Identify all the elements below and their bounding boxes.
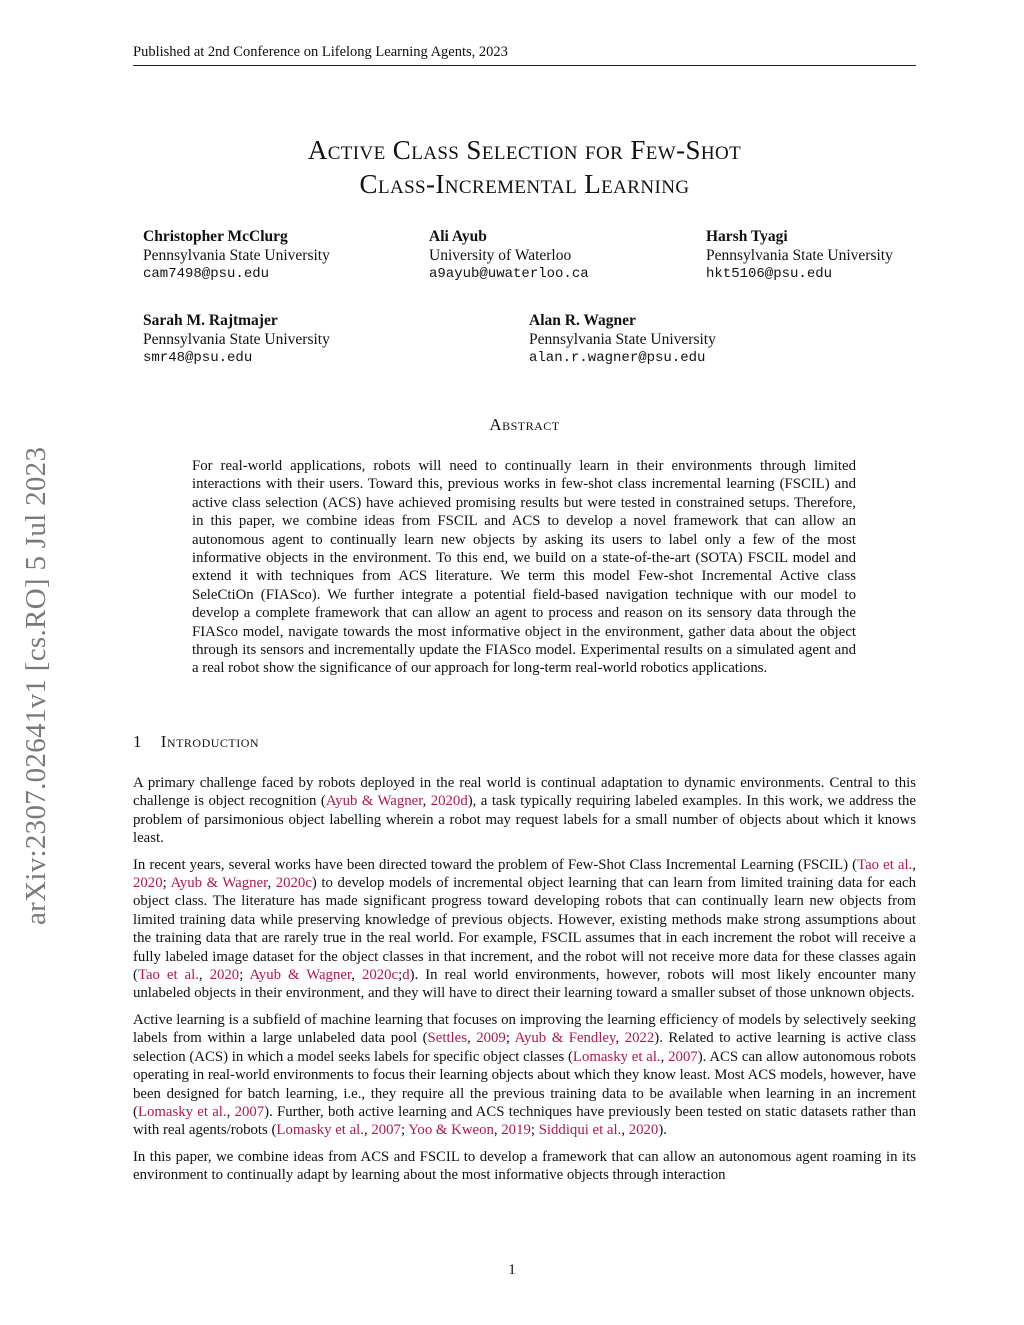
author-block <box>143 312 330 368</box>
paper-title <box>133 133 916 201</box>
citation-link[interactable]: Siddiqui et al. <box>538 1122 622 1139</box>
citation-link[interactable]: Ayub & Wagner <box>170 875 268 892</box>
body-paragraph <box>133 774 916 848</box>
author-email: cam7498@psu.edu <box>143 266 270 282</box>
text-run: ). Related to active learning is active class selection (ACS) in which a model seeks labels for specific object classes ( <box>133 1030 917 1065</box>
abstract-heading: Abstract <box>489 415 560 434</box>
text-run: ; <box>162 875 171 892</box>
text-run: , <box>267 875 276 892</box>
text-run: Active learning is a subfield of machine learning that focuses on improving the learning efficiency of models by selectively seeking labels from within a large unlabeled data pool ( <box>133 1011 916 1047</box>
author-block <box>143 228 330 284</box>
citation-link[interactable]: Tao et al. <box>137 967 199 984</box>
citation-link[interactable]: 2020 <box>133 875 163 892</box>
text-run: , <box>621 1122 629 1139</box>
section-heading <box>133 732 259 752</box>
body-paragraph <box>133 856 916 1003</box>
introduction-body <box>133 774 916 1193</box>
citation-link[interactable]: d <box>402 967 410 984</box>
text-run: ; <box>400 1122 409 1139</box>
citation-link[interactable]: 2020d <box>430 793 468 810</box>
author-name: Christopher McClurg <box>143 228 288 245</box>
section-title: Introduction <box>160 732 260 751</box>
author-email: a9ayub@uwaterloo.ca <box>429 266 589 282</box>
text-run: , <box>493 1122 502 1139</box>
text-run: ; <box>530 1122 539 1139</box>
author-block <box>529 312 716 368</box>
citation-link[interactable]: 2007 <box>371 1122 401 1139</box>
citation-link[interactable]: Lomasky et al. <box>572 1048 661 1065</box>
citation-link[interactable]: Ayub & Wagner <box>249 967 352 984</box>
citation-link[interactable]: 2020 <box>628 1122 659 1139</box>
author-affiliation: Pennsylvania State University <box>529 330 716 348</box>
author-name: Ali Ayub <box>429 228 487 245</box>
text-run: In this paper, we combine ideas from ACS and FSCIL to develop a framework that can allow an autonomous agent roaming in its environment to continually adapt by learning about the most informative objects through interaction <box>133 1148 916 1184</box>
text-run: , <box>363 1122 372 1139</box>
citation-link[interactable]: 2020c <box>275 875 312 892</box>
text-run: , <box>912 856 916 873</box>
text-run: , <box>422 793 431 810</box>
text-run: , <box>198 967 210 984</box>
citation-link[interactable]: Settles <box>427 1030 467 1047</box>
author-affiliation: Pennsylvania State University <box>143 246 330 264</box>
author-email: smr48@psu.edu <box>143 350 253 366</box>
body-paragraph <box>133 1011 916 1140</box>
author-affiliation: University of Waterloo <box>429 246 572 264</box>
author-name: Harsh Tyagi <box>706 228 788 245</box>
citation-link[interactable]: 2020c <box>361 967 399 984</box>
author-affiliation: Pennsylvania State University <box>706 246 893 264</box>
author-block <box>429 228 589 284</box>
citation-link[interactable]: Lomasky et al. <box>137 1103 227 1120</box>
text-run: , <box>226 1103 235 1120</box>
abstract-text: For real-world applications, robots will need to continually learn in their environments through limited interactions with their users. Toward this, previous works in few-shot class incremental learning (FSCIL) and active class selection (ACS) have achieved promising results but were tested in constrained setups. Therefore, in this paper, we combine ideas from FSCIL and ACS to develop a novel framework that can allow an autonomous agent to continually learn new objects by asking its users to label only a few of the most informative objects in the environment. To this end, we build on a state-of-the-art (SOTA) FSCIL model and extend it with techniques from ACS literature. We term this model Few-shot Incremental Active class SeleCtiOn (FIASco). We further integrate a potential field-based navigation technique with our model to develop a complete framework that can allow an agent to process and reason on its sensory data through the FIASco model, navigate towards the most informative object in the environment, gather data about the object through its sensors and incrementally update the FIASco model. Experimental results on a simulated agent and a real robot show the significance of our approach for long-term real-world robotics applications. <box>192 458 856 677</box>
citation-link[interactable]: Ayub & Fendley <box>514 1030 616 1047</box>
citation-link[interactable]: 2009 <box>476 1030 506 1047</box>
citation-link[interactable]: Lomasky et al. <box>276 1122 364 1139</box>
text-run: ; <box>398 967 403 984</box>
author-email: hkt5106@psu.edu <box>706 266 833 282</box>
arxiv-stamp: arXiv:2307.02641v1 [cs.RO] 5 Jul 2023 <box>20 446 52 925</box>
citation-link[interactable]: 2007 <box>234 1103 265 1120</box>
author-name: Sarah M. Rajtmajer <box>143 312 278 329</box>
text-run: ). <box>658 1122 667 1139</box>
title-line-1: Active Class Selection for Few-Shot <box>307 135 742 165</box>
body-paragraph <box>133 1148 916 1185</box>
text-run: ). Further, both active learning and ACS techniques have previously been tested on static datasets rather than with real agents/robots ( <box>133 1103 917 1139</box>
text-run: , <box>615 1030 625 1047</box>
title-line-2: Class-Incremental Learning <box>359 169 690 199</box>
text-run: ; <box>239 967 250 984</box>
text-run: ; <box>505 1030 515 1047</box>
text-run: A primary challenge faced by robots deployed in the real world is continual adaptation to dynamic environments. Central to this challenge is object recognition ( <box>133 775 916 810</box>
author-affiliation: Pennsylvania State University <box>143 330 330 348</box>
text-run: , <box>467 1030 477 1047</box>
text-run: , <box>351 967 362 984</box>
citation-link[interactable]: Tao et al. <box>857 856 913 873</box>
author-email: alan.r.wagner@psu.edu <box>529 350 706 366</box>
citation-link[interactable]: 2020 <box>209 967 240 984</box>
citation-link[interactable]: Ayub & Wagner <box>325 793 423 810</box>
section-number: 1 <box>133 732 142 751</box>
citation-link[interactable]: 2019 <box>501 1122 531 1139</box>
text-run: ). ACS can allow autonomous robots operating in real-world environments to focus their learning objects about which they know least. Most ACS models, however, have been designed for batch learning, i.e., they require all the previous training data to be available when learning in an increment ( <box>133 1048 917 1120</box>
text-run: In recent years, several works have been directed toward the problem of Few-Shot Class Incremental Learning (FSCIL) ( <box>133 856 858 873</box>
text-run: , <box>660 1048 669 1065</box>
text-run: ), a task typically requiring labeled examples. In this work, we address the problem of parsimonious object labelling wherein a robot may request labels for a small number of objects about which it knows least. <box>133 793 916 847</box>
text-run: ) to develop models of incremental object learning that can learn from limited training data for each object class. The literature has made significant progress toward developing robots that can continually learn new objects from limited training data while preserving knowledge of previous objects. However, existing methods make strong assumptions about the training data that are rarely true in the real world. For example, FSCIL assumes that in each increment the robot will receive a fully labeled image dataset for the object classes in that increment, and the robot will not receive more data for these classes again ( <box>133 875 916 984</box>
conference-header: Published at 2nd Conference on Lifelong Learning Agents, 2023 <box>133 44 916 66</box>
text-run: ). In real world environments, however, robots will most likely encounter many unlabeled objects in their environment, and they will have to direct their learning toward a smaller subset of those unknown objects. <box>133 967 916 1002</box>
citation-link[interactable]: 2022 <box>624 1030 655 1047</box>
citation-link[interactable]: Yoo & Kweon <box>408 1122 494 1139</box>
author-block <box>706 228 893 284</box>
author-name: Alan R. Wagner <box>529 312 636 329</box>
page-number: 1 <box>508 1262 516 1278</box>
citation-link[interactable]: 2007 <box>668 1048 698 1065</box>
